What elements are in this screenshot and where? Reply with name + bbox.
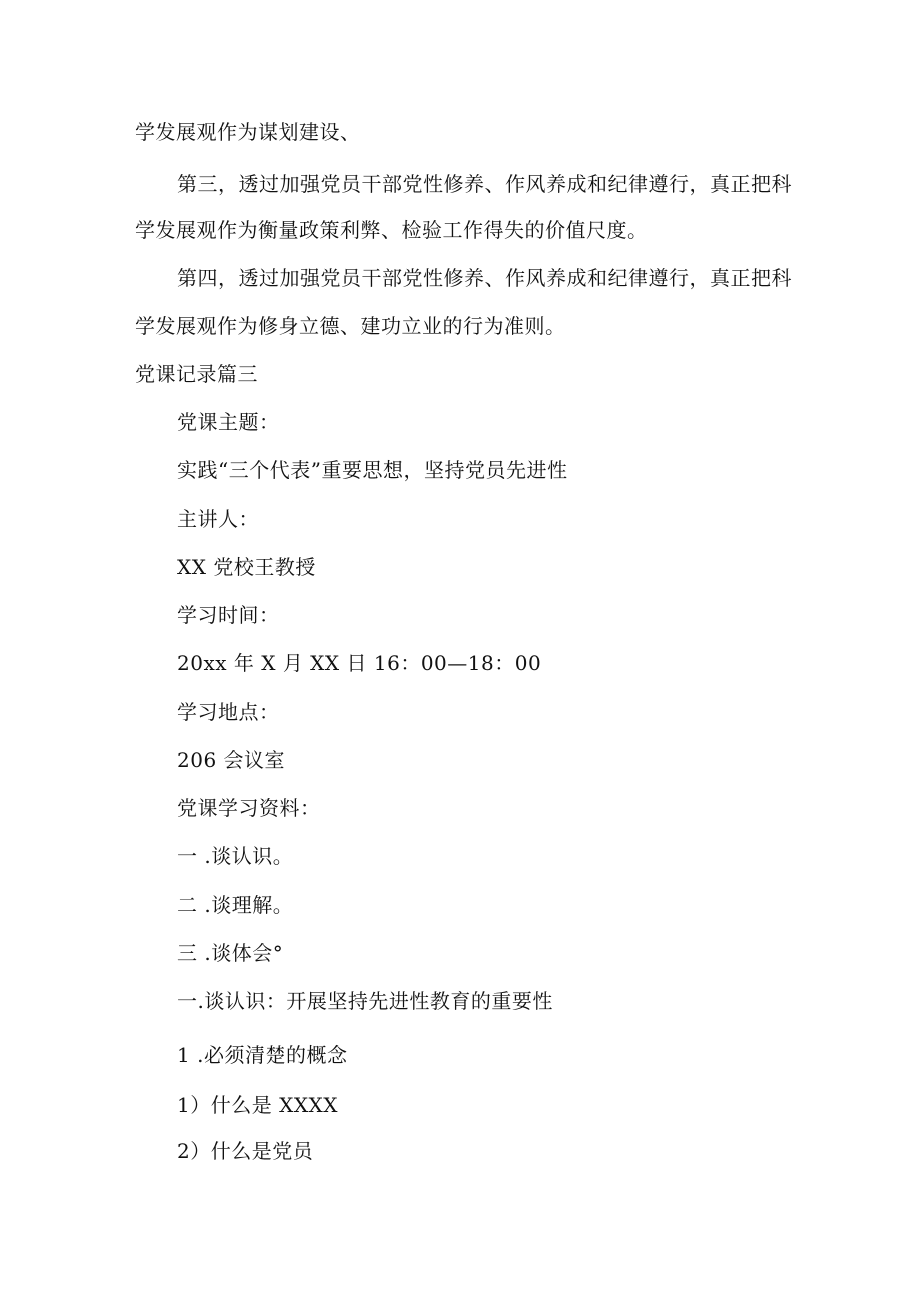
field-label: 党课学习资料： <box>177 796 321 820</box>
list-item: 三 .谈体会° <box>177 941 284 965</box>
paragraph-line: 第三，透过加强党员干部党性修养、作风养成和纪律遵行，真正把科 <box>177 172 792 196</box>
paragraph-line: 学发展观作为修身立德、建功立业的行为准则。 <box>135 314 566 338</box>
paragraph-line: 学发展观作为衡量政策利弊、检验工作得失的价值尺度。 <box>135 218 648 242</box>
subsection-heading: 一.谈认识：开展坚持先进性教育的重要性 <box>177 989 553 1013</box>
list-item: 2）什么是党员 <box>177 1139 314 1163</box>
field-label: 学习时间： <box>177 603 280 627</box>
field-value: 206 会议室 <box>177 748 286 772</box>
field-label: 党课主题： <box>177 410 280 434</box>
field-label: 学习地点： <box>177 700 280 724</box>
field-value: XX 党校王教授 <box>177 555 316 579</box>
list-item: 1 .必须清楚的概念 <box>177 1043 348 1067</box>
paragraph-line: 学发展观作为谋划建设、 <box>135 120 361 144</box>
paragraph-line: 第四，透过加强党员干部党性修养、作风养成和纪律遵行，真正把科 <box>177 266 792 290</box>
list-item: 一 .谈认识。 <box>177 844 294 868</box>
field-value: 实践“三个代表”重要思想，坚持党员先进性 <box>177 458 568 482</box>
field-label: 主讲人： <box>177 507 259 531</box>
field-value: 20xx 年 X 月 XX 日 16：00—18：00 <box>177 651 542 675</box>
list-item: 二 .谈理解。 <box>177 893 294 917</box>
section-heading: 党课记录篇三 <box>135 362 258 386</box>
list-item: 1）什么是 XXXX <box>177 1093 339 1117</box>
